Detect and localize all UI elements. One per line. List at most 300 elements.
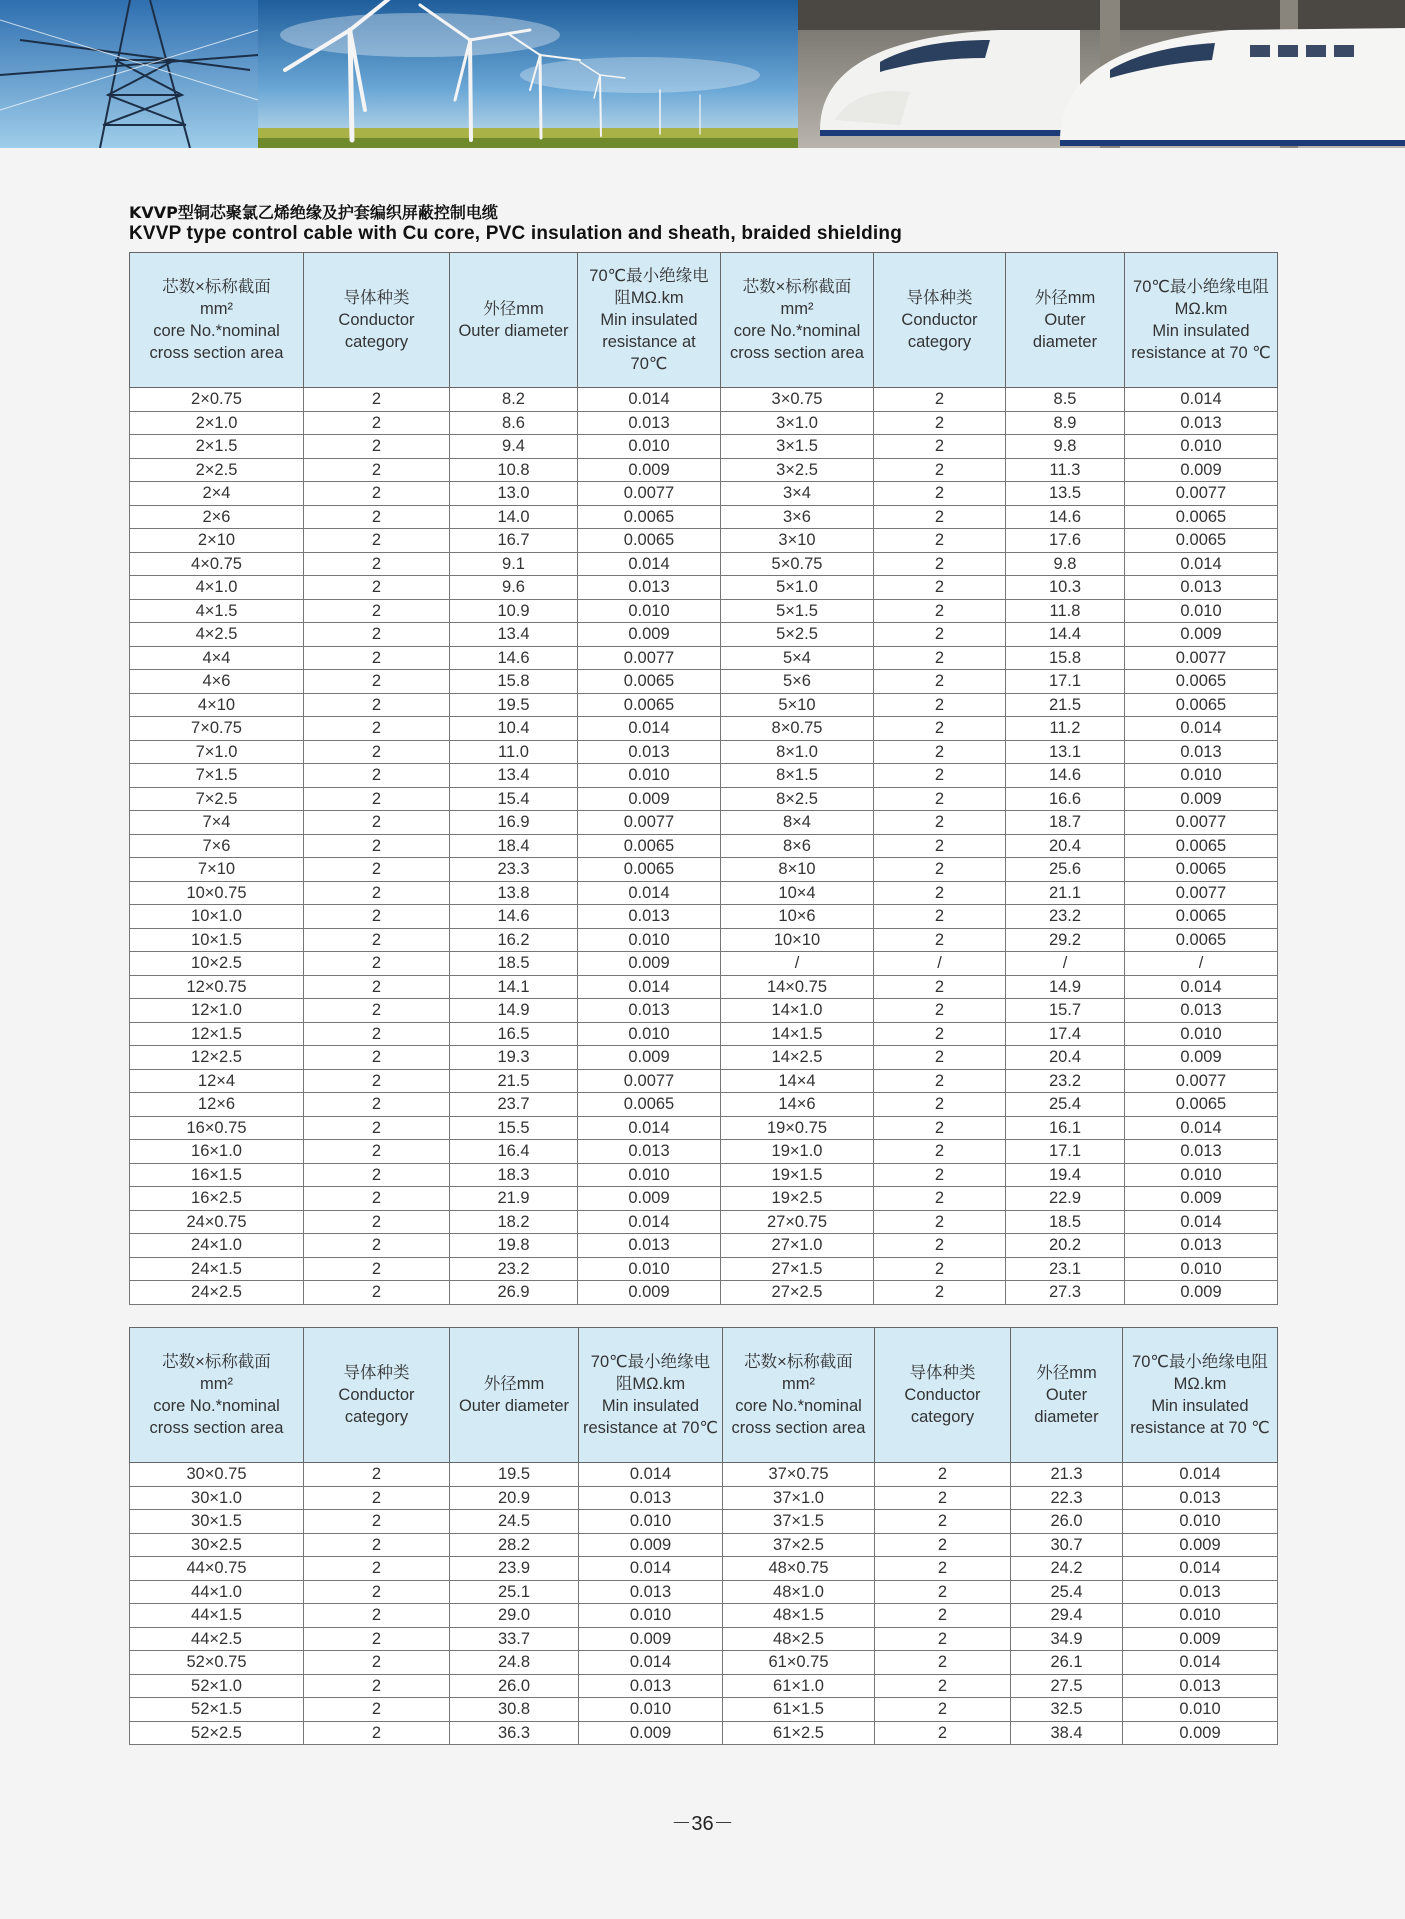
table-cell: 18.4 [450, 834, 578, 858]
spec-table-2 [129, 1327, 1278, 1745]
table-row [130, 1510, 1278, 1534]
table-cell: 19.3 [450, 1046, 578, 1070]
table-cell: 0.013 [578, 740, 721, 764]
table-cell: 30.8 [450, 1698, 579, 1722]
table-cell: 30×0.75 [130, 1463, 304, 1487]
table-cell: 14.6 [450, 905, 578, 929]
header-conductor-category: 导体种类 Conductor category [875, 1328, 1011, 1463]
table-cell: / [721, 952, 874, 976]
table-cell: 0.013 [578, 905, 721, 929]
table-cell: 37×2.5 [723, 1533, 875, 1557]
table-cell: 0.009 [579, 1721, 723, 1745]
table-cell: 36.3 [450, 1721, 579, 1745]
table-cell: 61×1.5 [723, 1698, 875, 1722]
table-cell: 3×1.5 [721, 435, 874, 459]
table-cell: 24.8 [450, 1651, 579, 1675]
table-cell: 27×0.75 [721, 1210, 874, 1234]
table-cell: 0.010 [578, 764, 721, 788]
table-header-row [130, 1328, 1278, 1463]
table-row [130, 787, 1278, 811]
table-cell: 15.4 [450, 787, 578, 811]
table-cell: 0.010 [579, 1604, 723, 1628]
table-cell: 0.010 [578, 1022, 721, 1046]
table-cell: 44×2.5 [130, 1627, 304, 1651]
table-cell: 2 [304, 552, 450, 576]
table-cell: 2 [304, 1046, 450, 1070]
table-cell: 25.4 [1011, 1580, 1123, 1604]
table-cell: 0.014 [578, 552, 721, 576]
table-cell: 8.9 [1006, 411, 1125, 435]
table-cell: 0.013 [578, 576, 721, 600]
table-cell: 2 [304, 1580, 450, 1604]
table-cell: 2 [874, 764, 1006, 788]
table-cell: 2 [304, 975, 450, 999]
table-cell: 26.9 [450, 1281, 578, 1305]
table-cell: 14×1.5 [721, 1022, 874, 1046]
table-cell: 37×0.75 [723, 1463, 875, 1487]
table-cell: 2 [304, 1510, 450, 1534]
header-conductor-category: 导体种类 Conductor category [874, 253, 1006, 388]
table-cell: 0.014 [1125, 717, 1278, 741]
table-cell: 14.9 [450, 999, 578, 1023]
table-cell: 0.014 [1125, 1210, 1278, 1234]
table-cell: 2 [874, 599, 1006, 623]
table-cell: 21.3 [1011, 1463, 1123, 1487]
table-cell: 2 [304, 1698, 450, 1722]
table-cell: 29.4 [1011, 1604, 1123, 1628]
table-cell: 21.9 [450, 1187, 578, 1211]
table-cell: 2 [304, 952, 450, 976]
table-row [130, 1627, 1278, 1651]
table-cell: 0.010 [1125, 1022, 1278, 1046]
table-cell: 2 [304, 1627, 450, 1651]
table-cell: 10×1.5 [130, 928, 304, 952]
table-cell: 0.014 [578, 717, 721, 741]
table-cell: 0.010 [578, 599, 721, 623]
table-cell: 2 [874, 623, 1006, 647]
table-cell: 24×1.0 [130, 1234, 304, 1258]
table-cell: 10.4 [450, 717, 578, 741]
table-cell: 14.6 [1006, 505, 1125, 529]
table-cell: 2 [304, 1187, 450, 1211]
table-cell: 2 [304, 1210, 450, 1234]
table-cell: 2 [304, 999, 450, 1023]
header-conductor-category: 导体种类 Conductor category [304, 253, 450, 388]
table-cell: 19×2.5 [721, 1187, 874, 1211]
table-cell: 0.010 [1125, 1163, 1278, 1187]
table-cell: 0.0065 [578, 834, 721, 858]
table-cell: 13.4 [450, 623, 578, 647]
table-cell: 0.0077 [578, 1069, 721, 1093]
table-cell: 0.013 [1125, 411, 1278, 435]
table-cell: 0.010 [578, 1257, 721, 1281]
table-cell: 34.9 [1011, 1627, 1123, 1651]
table-cell: 2 [304, 1022, 450, 1046]
table-cell: 30×2.5 [130, 1533, 304, 1557]
table-cell: 14.6 [1006, 764, 1125, 788]
table-cell: 2 [304, 529, 450, 553]
table-cell: 10.3 [1006, 576, 1125, 600]
table-cell: 10×1.0 [130, 905, 304, 929]
table-cell: 0.013 [1125, 740, 1278, 764]
table-cell: 2 [875, 1604, 1011, 1628]
table-cell: 10×10 [721, 928, 874, 952]
table-cell: 30.7 [1011, 1533, 1123, 1557]
table-cell: 0.013 [579, 1486, 723, 1510]
table-cell: 8×1.0 [721, 740, 874, 764]
table-cell: 8×10 [721, 858, 874, 882]
table-cell: 0.010 [578, 435, 721, 459]
table-cell: 0.0065 [1125, 529, 1278, 553]
table-cell: 0.0077 [578, 646, 721, 670]
table-cell: 2 [304, 670, 450, 694]
table-row [130, 1210, 1278, 1234]
table-cell: 2 [304, 576, 450, 600]
table-cell: 2 [874, 388, 1006, 412]
table-cell: 16.5 [450, 1022, 578, 1046]
table-row [130, 1093, 1278, 1117]
table-cell: 2 [874, 1187, 1006, 1211]
table-row [130, 693, 1278, 717]
table-cell: 2 [874, 482, 1006, 506]
table-cell: 27×2.5 [721, 1281, 874, 1305]
table-cell: 3×0.75 [721, 388, 874, 412]
table-cell: 0.014 [579, 1651, 723, 1675]
table-cell: 0.014 [1123, 1463, 1278, 1487]
table-row [130, 1140, 1278, 1164]
table-cell: 2 [304, 435, 450, 459]
table-cell: 13.8 [450, 881, 578, 905]
table-cell: 13.4 [450, 764, 578, 788]
table-cell: 18.2 [450, 1210, 578, 1234]
table-row [130, 529, 1278, 553]
table-cell: 0.009 [578, 787, 721, 811]
table-cell: 0.013 [1125, 1140, 1278, 1164]
table-cell: 0.010 [1123, 1510, 1278, 1534]
table-cell: 0.0077 [578, 482, 721, 506]
table-cell: 2 [874, 1046, 1006, 1070]
table-cell: 4×0.75 [130, 552, 304, 576]
table-cell: 48×0.75 [723, 1557, 875, 1581]
table-row [130, 1604, 1278, 1628]
table-cell: 2 [304, 411, 450, 435]
table-cell: 0.009 [1125, 458, 1278, 482]
table-row [130, 834, 1278, 858]
table-cell: 0.009 [1123, 1721, 1278, 1745]
table-cell: 2 [304, 881, 450, 905]
table-cell: 14.0 [450, 505, 578, 529]
table-body [130, 388, 1278, 1305]
table-cell: 0.013 [579, 1674, 723, 1698]
table-cell: 2 [875, 1627, 1011, 1651]
table-cell: 20.4 [1006, 1046, 1125, 1070]
table-cell: 0.009 [1125, 623, 1278, 647]
table-cell: 2 [874, 928, 1006, 952]
table-cell: 17.1 [1006, 670, 1125, 694]
table-cell: 10×2.5 [130, 952, 304, 976]
header-core-section: 芯数×标称截面 mm² core No.*nominal cross section area [723, 1328, 875, 1463]
table-cell: 2 [875, 1651, 1011, 1675]
table-cell: 0.0065 [578, 670, 721, 694]
table-cell: 7×1.5 [130, 764, 304, 788]
table-cell: 5×2.5 [721, 623, 874, 647]
table-cell: 61×2.5 [723, 1721, 875, 1745]
table-cell: 2 [874, 552, 1006, 576]
table-cell: 5×1.0 [721, 576, 874, 600]
table-cell: 52×2.5 [130, 1721, 304, 1745]
table-cell: 32.5 [1011, 1698, 1123, 1722]
table-cell: 3×2.5 [721, 458, 874, 482]
table-cell: 0.010 [1125, 435, 1278, 459]
table-cell: 18.5 [1006, 1210, 1125, 1234]
table-cell: 2 [874, 693, 1006, 717]
table-cell: 22.9 [1006, 1187, 1125, 1211]
table-cell: 2 [874, 670, 1006, 694]
table-cell: 17.1 [1006, 1140, 1125, 1164]
table-cell: 2 [874, 458, 1006, 482]
table-cell: 4×4 [130, 646, 304, 670]
table-cell: 3×6 [721, 505, 874, 529]
table-row [130, 1580, 1278, 1604]
train-photo [798, 0, 1405, 148]
table-cell: 0.0077 [1125, 1069, 1278, 1093]
table-cell: 4×10 [130, 693, 304, 717]
table-cell: 2 [875, 1557, 1011, 1581]
table-row [130, 1257, 1278, 1281]
table-cell: 12×0.75 [130, 975, 304, 999]
table-row [130, 1281, 1278, 1305]
table-cell: 2×1.5 [130, 435, 304, 459]
table-cell: 2 [304, 1604, 450, 1628]
table-cell: 8×6 [721, 834, 874, 858]
table-cell: 0.014 [1125, 552, 1278, 576]
table-cell: 0.014 [1123, 1557, 1278, 1581]
table-cell: 7×0.75 [130, 717, 304, 741]
table-cell: 2 [874, 811, 1006, 835]
header-outer-diameter: 外径mm Outer diameter [450, 253, 578, 388]
table-row [130, 717, 1278, 741]
title-english: KVVP type control cable with Cu core, PVC insulation and sheath, braided shielding [129, 223, 903, 244]
table-cell: 2 [304, 1069, 450, 1093]
header-min-resistance: 70℃最小绝缘电阻MΩ.km Min insulated resistance at 70℃ [578, 253, 721, 388]
table-cell: 14×0.75 [721, 975, 874, 999]
table-cell: 2 [304, 693, 450, 717]
table-cell: 2 [874, 1022, 1006, 1046]
table-cell: / [874, 952, 1006, 976]
table-cell: 0.010 [579, 1510, 723, 1534]
table-cell: 2 [875, 1486, 1011, 1510]
header-outer-diameter: 外径mm Outer diameter [450, 1328, 579, 1463]
table-cell: 0.013 [1123, 1674, 1278, 1698]
table-header-row [130, 253, 1278, 388]
table-cell: 10.9 [450, 599, 578, 623]
table-cell: 0.009 [578, 952, 721, 976]
table-cell: 10×6 [721, 905, 874, 929]
table-row [130, 1116, 1278, 1140]
table-cell: 0.013 [578, 411, 721, 435]
table-cell: 61×0.75 [723, 1651, 875, 1675]
table-cell: 5×6 [721, 670, 874, 694]
table-cell: 2 [304, 740, 450, 764]
table-cell: 2 [874, 834, 1006, 858]
table-cell: 2 [304, 1557, 450, 1581]
table-cell: 23.2 [1006, 1069, 1125, 1093]
table-cell: 48×1.5 [723, 1604, 875, 1628]
table-row [130, 858, 1278, 882]
table-cell: 14.1 [450, 975, 578, 999]
table-cell: 19×1.5 [721, 1163, 874, 1187]
table-row [130, 1163, 1278, 1187]
table-cell: 0.014 [578, 1116, 721, 1140]
table-cell: 18.7 [1006, 811, 1125, 835]
table-cell: 0.009 [579, 1533, 723, 1557]
table-cell: 2 [874, 787, 1006, 811]
table-cell: 23.2 [450, 1257, 578, 1281]
table-cell: 2 [874, 646, 1006, 670]
table-cell: 0.0077 [1125, 482, 1278, 506]
table-cell: 2 [304, 928, 450, 952]
pylon-photo [0, 0, 258, 148]
table-cell: 23.2 [1006, 905, 1125, 929]
table-cell: 5×1.5 [721, 599, 874, 623]
table-cell: 37×1.5 [723, 1510, 875, 1534]
table-cell: 29.0 [450, 1604, 579, 1628]
table-cell: 16.6 [1006, 787, 1125, 811]
table-cell: 14×4 [721, 1069, 874, 1093]
table-cell: 0.0065 [1125, 905, 1278, 929]
table-cell: 2 [304, 905, 450, 929]
table-cell: 0.010 [578, 1163, 721, 1187]
table-cell: 19×1.0 [721, 1140, 874, 1164]
table-cell: 2 [304, 1093, 450, 1117]
table-cell: 37×1.0 [723, 1486, 875, 1510]
table-cell: / [1125, 952, 1278, 976]
table-row [130, 999, 1278, 1023]
table-cell: 10.8 [450, 458, 578, 482]
table-cell: 9.1 [450, 552, 578, 576]
table-cell: 2 [874, 1281, 1006, 1305]
table-cell: 48×1.0 [723, 1580, 875, 1604]
table-cell: 15.8 [1006, 646, 1125, 670]
table-cell: 27.3 [1006, 1281, 1125, 1305]
table-cell: 30×1.0 [130, 1486, 304, 1510]
table-row [130, 576, 1278, 600]
table-cell: 2 [875, 1510, 1011, 1534]
table-row [130, 952, 1278, 976]
table-cell: 0.0065 [578, 505, 721, 529]
table-row [130, 599, 1278, 623]
table-cell: 4×2.5 [130, 623, 304, 647]
table-cell: 5×10 [721, 693, 874, 717]
table-cell: 23.1 [1006, 1257, 1125, 1281]
table-cell: 2 [304, 1234, 450, 1258]
table-cell: 2 [304, 834, 450, 858]
table-cell: 2 [874, 411, 1006, 435]
table-cell: 23.3 [450, 858, 578, 882]
table-cell: 0.009 [578, 458, 721, 482]
table-row [130, 646, 1278, 670]
table-cell: 2 [874, 529, 1006, 553]
table-row [130, 411, 1278, 435]
table-cell: 14×6 [721, 1093, 874, 1117]
table-cell: 14×2.5 [721, 1046, 874, 1070]
table-cell: 12×4 [130, 1069, 304, 1093]
table-cell: 0.010 [1125, 764, 1278, 788]
table-cell: 2 [874, 975, 1006, 999]
table-row [130, 1674, 1278, 1698]
table-cell: 24.5 [450, 1510, 579, 1534]
table-cell: 0.014 [1125, 975, 1278, 999]
table-cell: 2 [304, 1486, 450, 1510]
table-cell: 14×1.0 [721, 999, 874, 1023]
table-cell: 61×1.0 [723, 1674, 875, 1698]
table-cell: 0.0065 [1125, 834, 1278, 858]
table-cell: 4×6 [130, 670, 304, 694]
table-cell: 0.010 [1123, 1698, 1278, 1722]
table-cell: 7×4 [130, 811, 304, 835]
table-cell: 29.2 [1006, 928, 1125, 952]
table-cell: 0.009 [579, 1627, 723, 1651]
table-cell: 25.1 [450, 1580, 579, 1604]
table-cell: 11.8 [1006, 599, 1125, 623]
table-cell: 0.009 [1125, 787, 1278, 811]
table-cell: 17.6 [1006, 529, 1125, 553]
table-cell: 0.0065 [1125, 928, 1278, 952]
table-cell: 2×4 [130, 482, 304, 506]
table-cell: 0.0065 [1125, 858, 1278, 882]
table-cell: 0.0065 [578, 529, 721, 553]
table-cell: 0.014 [579, 1557, 723, 1581]
header-core-section: 芯数×标称截面 mm² core No.*nominal cross section area [721, 253, 874, 388]
table-cell: 2 [875, 1463, 1011, 1487]
title-chinese: KVVP型铜芯聚氯乙烯绝缘及护套编织屏蔽控制电缆 [129, 203, 498, 222]
table-cell: 0.0065 [578, 1093, 721, 1117]
table-cell: 28.2 [450, 1533, 579, 1557]
table-cell: 19.5 [450, 693, 578, 717]
table-cell: 19.8 [450, 1234, 578, 1258]
table-cell: 2 [874, 1210, 1006, 1234]
table-cell: 24×0.75 [130, 1210, 304, 1234]
table-body [130, 1463, 1278, 1745]
table-cell: / [1006, 952, 1125, 976]
table-row [130, 458, 1278, 482]
table-cell: 0.013 [578, 1234, 721, 1258]
table-cell: 2 [874, 1257, 1006, 1281]
table-cell: 2×10 [130, 529, 304, 553]
table-cell: 48×2.5 [723, 1627, 875, 1651]
table-cell: 2 [304, 1674, 450, 1698]
table-cell: 26.0 [450, 1674, 579, 1698]
table-cell: 2 [874, 505, 1006, 529]
table-cell: 0.0077 [1125, 881, 1278, 905]
table-cell: 16×0.75 [130, 1116, 304, 1140]
table-row [130, 1046, 1278, 1070]
header-min-resistance: 70℃最小绝缘电阻MΩ.km Min insulated resistance at 70 ℃ [1125, 253, 1278, 388]
table-cell: 16×1.5 [130, 1163, 304, 1187]
table-cell: 24×1.5 [130, 1257, 304, 1281]
table-cell: 11.0 [450, 740, 578, 764]
table-row [130, 1721, 1278, 1745]
table-cell: 0.0077 [1125, 811, 1278, 835]
table-cell: 2 [874, 435, 1006, 459]
table-cell: 13.0 [450, 482, 578, 506]
title-block [129, 203, 902, 245]
table-cell: 9.8 [1006, 552, 1125, 576]
table-cell: 2×1.0 [130, 411, 304, 435]
table-cell: 24.2 [1011, 1557, 1123, 1581]
table-cell: 27.5 [1011, 1674, 1123, 1698]
table-cell: 9.4 [450, 435, 578, 459]
